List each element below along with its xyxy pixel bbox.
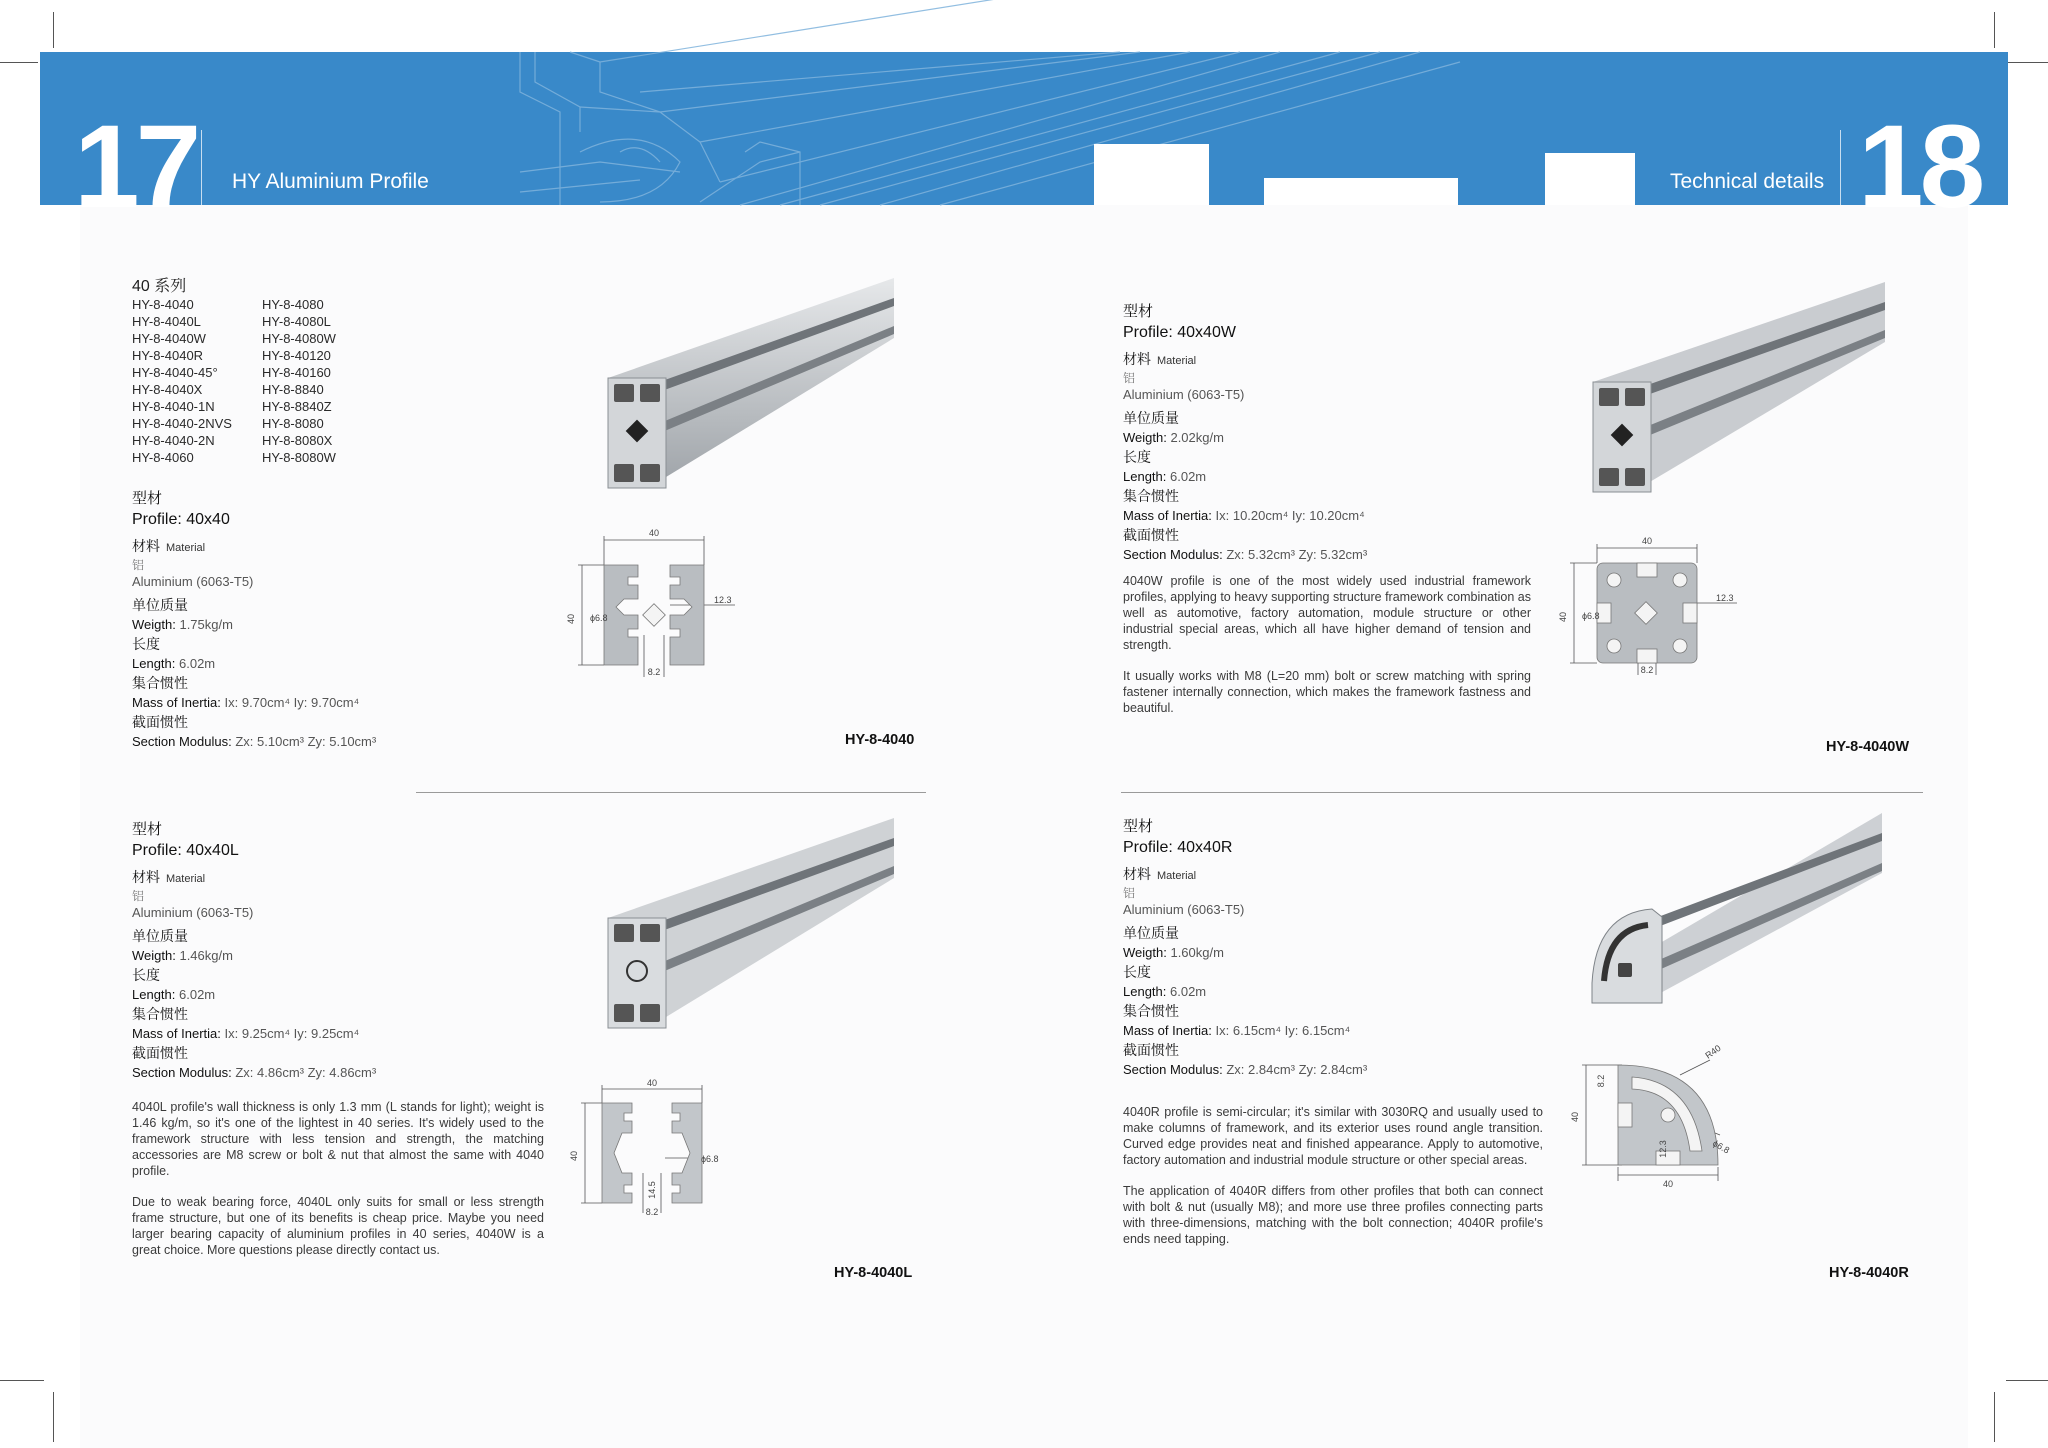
dim-label: 12.3 [1716, 593, 1734, 603]
description-paragraph: 4040L profile's wall thickness is only 1.3 mm (L stands for light); weight is 1.46 kg/m, so it's one of the lightest in 40 series. It's widely used to the framework structure with less tension and strength, the matching accessories are M8 screw or bolt & nut that almost the same with 4040 profile. [132, 1099, 544, 1178]
inertia-label-cn: 集合惯性 [132, 1005, 188, 1022]
model-item: HY-8-8080 [262, 416, 324, 431]
model-item: HY-8-8840Z [262, 399, 332, 414]
inertia-value: Ix: 6.15cm⁴ Iy: 6.15cm⁴ [1215, 1023, 1351, 1038]
series-list-col1 [132, 296, 232, 466]
profile-render-4040R [1582, 813, 1886, 1023]
model-item: HY-8-4080W [262, 331, 336, 346]
model-item: HY-8-4080L [262, 314, 331, 329]
dim-label: 40 [646, 1078, 658, 1088]
modulus-label-cn: 截面惯性 [1123, 526, 1179, 543]
crop-mark [53, 12, 54, 48]
profile-render-4040W [1585, 282, 1885, 502]
model-item: HY-8-4040-2N [132, 433, 215, 448]
series-title: 40 系列 [132, 278, 187, 295]
inertia-label: Mass of Inertia: [132, 1026, 221, 1041]
dim-label: 40 [566, 613, 576, 625]
right-page-number: 18 [1858, 101, 1982, 233]
crop-mark [1994, 1392, 1995, 1442]
crop-mark [0, 62, 38, 63]
weight-label: Weigth: [1123, 430, 1167, 445]
profile-name: Profile: 40x40W [1123, 323, 1236, 341]
product-code-4040R: HY-8-4040R [1829, 1265, 1909, 1281]
section-divider [416, 792, 926, 793]
material-label-cn: 材料 [1123, 350, 1151, 367]
dim-label: 40 [1570, 1111, 1580, 1123]
modulus-value: Zx: 5.32cm³ Zy: 5.32cm³ [1226, 547, 1368, 562]
dim-label: 8.2 [645, 1207, 659, 1217]
model-item: HY-8-4040-1N [132, 399, 215, 414]
inertia-label: Mass of Inertia: [132, 695, 221, 710]
length-label: Length: [132, 656, 176, 671]
dim-label: 40 [648, 528, 660, 538]
crop-mark [1994, 12, 1995, 48]
inertia-label-cn: 集合惯性 [1123, 1002, 1179, 1019]
inertia-label: Mass of Inertia: [1123, 508, 1212, 523]
inertia-value: Ix: 9.25cm⁴ Iy: 9.25cm⁴ [224, 1026, 360, 1041]
right-header-title: Technical details [1670, 170, 1825, 193]
description-paragraph: It usually works with M8 (L=20 mm) bolt or screw matching with spring fastener internally connection, which makes the framework fastness and beautiful. [1123, 668, 1531, 715]
dim-label: ϕ6.8 [1582, 611, 1600, 621]
model-item: HY-8-4080 [262, 297, 324, 312]
model-item: HY-8-4040-2NVS [132, 416, 232, 431]
material-value: Aluminium (6063-T5) [1123, 902, 1245, 917]
description-paragraph: The application of 4040R differs from other profiles that both can connect with bolt & nut (usually M8); and more use three profiles connecting parts with three-dimensions, matching with the bolt connection; 4040R profile's ends need tapping. [1123, 1183, 1543, 1246]
profile-drawing-4040L [565, 1078, 745, 1223]
material-label-cn: 材料 [1123, 865, 1151, 882]
weight-value: 1.46kg/m [179, 948, 233, 963]
dim-label: 8.2 [1640, 665, 1654, 675]
material-label-cn: 材料 [132, 537, 160, 554]
description-paragraph: Due to weak bearing force, 4040L only suits for small or less strength frame structure, but one of its benefits is cheap price. Maybe you need larger bearing capacity of aluminium profiles in 40 series, 4040W is a great choice. More questions please directly contact us. [132, 1194, 544, 1257]
dim-label: R40 [1703, 1042, 1723, 1061]
dim-label: 12.3 [1658, 1140, 1668, 1158]
spec-block-4040 [132, 489, 452, 752]
dim-label: 12.3 [714, 595, 732, 605]
model-item: HY-8-4060 [132, 450, 194, 465]
modulus-label: Section Modulus: [1123, 547, 1223, 562]
description [1123, 1104, 1543, 1247]
material-label-en: Material [1157, 354, 1197, 367]
length-label: Length: [1123, 469, 1167, 484]
inertia-value: Ix: 10.20cm⁴ Iy: 10.20cm⁴ [1215, 508, 1365, 523]
weight-label: Weigth: [132, 948, 176, 963]
weight-label-cn: 单位质量 [1123, 924, 1179, 941]
dim-label: ϕ6.8 [1711, 1138, 1732, 1156]
material-value: Aluminium (6063-T5) [132, 905, 254, 920]
model-item: HY-8-4040L [132, 314, 201, 329]
crop-mark [0, 1380, 44, 1381]
inertia-label-cn: 集合惯性 [132, 674, 188, 691]
description [132, 1099, 544, 1258]
dim-label: 40 [1558, 611, 1568, 623]
modulus-label-cn: 截面惯性 [1123, 1041, 1179, 1058]
profile-label-cn: 型材 [132, 821, 163, 838]
modulus-label-cn: 截面惯性 [132, 713, 188, 730]
left-header-title: HY Aluminium Profile [232, 170, 429, 193]
series-list-col2 [262, 296, 336, 466]
dim-label: 40 [1662, 1179, 1674, 1189]
dim-label: 40 [569, 1150, 579, 1162]
dim-label: 40 [1641, 536, 1653, 546]
modulus-value: Zx: 2.84cm³ Zy: 2.84cm³ [1226, 1062, 1368, 1077]
inertia-label: Mass of Inertia: [1123, 1023, 1212, 1038]
spec-block-4040L [132, 820, 552, 1273]
length-label-cn: 长度 [1123, 963, 1151, 980]
crop-mark [2006, 1380, 2048, 1381]
profile-render-4040 [600, 278, 900, 498]
description-paragraph: 4040R profile is semi-circular; it's similar with 3030RQ and usually used to make columns of framework, and its exterior uses round angle transition. Curved edge provides neat and finished appearance. Apply to automotive, factory automation and industrial module structure or other special areas. [1123, 1104, 1543, 1167]
model-item: HY-8-40120 [262, 348, 331, 363]
inertia-label-cn: 集合惯性 [1123, 487, 1179, 504]
header-divider [201, 130, 202, 205]
modulus-label: Section Modulus: [132, 1065, 232, 1080]
material-sub-cn: 铝 [1123, 371, 1136, 385]
length-label: Length: [132, 987, 176, 1002]
model-item: HY-8-8840 [262, 382, 324, 397]
weight-value: 1.75kg/m [179, 617, 233, 632]
spec-block-4040W [1123, 302, 1543, 731]
modulus-value: Zx: 5.10cm³ Zy: 5.10cm³ [235, 734, 377, 749]
left-page-number: 17 [74, 101, 198, 233]
model-item: HY-8-8080W [262, 450, 336, 465]
section-divider [1121, 792, 1923, 793]
profile-label-cn: 型材 [1123, 303, 1154, 320]
profile-drawing-4040W [1552, 533, 1742, 683]
weight-label-cn: 单位质量 [132, 927, 188, 944]
product-code-4040: HY-8-4040 [845, 732, 915, 748]
spec-block-4040R [1123, 817, 1543, 1262]
length-label: Length: [1123, 984, 1167, 999]
modulus-value: Zx: 4.86cm³ Zy: 4.86cm³ [235, 1065, 377, 1080]
model-item: HY-8-4040 [132, 297, 194, 312]
weight-label-cn: 单位质量 [132, 596, 188, 613]
length-label-cn: 长度 [132, 635, 160, 652]
profile-label-cn: 型材 [132, 490, 163, 507]
modulus-label-cn: 截面惯性 [132, 1044, 188, 1061]
profile-label-cn: 型材 [1123, 818, 1154, 835]
material-sub-cn: 铝 [132, 889, 145, 903]
material-label-en: Material [1157, 869, 1197, 882]
crop-mark [2008, 62, 2048, 63]
header-divider [1840, 130, 1841, 205]
dim-label: 8.2 [1596, 1074, 1606, 1088]
profile-drawing-4040R [1560, 1042, 1732, 1190]
dim-label: 8.2 [647, 667, 661, 677]
model-item: HY-8-40160 [262, 365, 331, 380]
inertia-value: Ix: 9.70cm⁴ Iy: 9.70cm⁴ [224, 695, 360, 710]
model-item: HY-8-4040R [132, 348, 204, 363]
material-label-cn: 材料 [132, 868, 160, 885]
modulus-label: Section Modulus: [1123, 1062, 1223, 1077]
description [1123, 573, 1531, 716]
profile-name: Profile: 40x40R [1123, 838, 1233, 856]
material-value: Aluminium (6063-T5) [132, 574, 254, 589]
product-code-4040W: HY-8-4040W [1826, 739, 1910, 755]
weight-value: 1.60kg/m [1170, 945, 1224, 960]
modulus-label: Section Modulus: [132, 734, 232, 749]
length-value: 6.02m [1170, 984, 1207, 999]
length-label-cn: 长度 [132, 966, 160, 983]
model-item: HY-8-4040-45° [132, 365, 218, 380]
length-value: 6.02m [179, 656, 216, 671]
profile-render-4040L [600, 818, 900, 1038]
material-label-en: Material [166, 872, 206, 885]
description-paragraph: 4040W profile is one of the most widely used industrial framework profiles, applying to heavy supporting structure framework combination as well as automotive, factory automation, module structure or other industrial special areas, which all have higher demand of tension and strength. [1123, 573, 1531, 652]
profile-name: Profile: 40x40 [132, 510, 230, 528]
model-item: HY-8-4040X [132, 382, 203, 397]
weight-label: Weigth: [1123, 945, 1167, 960]
weight-label: Weigth: [132, 617, 176, 632]
dim-label: ϕ6.8 [701, 1154, 719, 1164]
material-sub-cn: 铝 [132, 558, 145, 572]
material-value: Aluminium (6063-T5) [1123, 387, 1245, 402]
profile-drawing-4040 [560, 525, 740, 690]
material-label-en: Material [166, 541, 206, 554]
material-sub-cn: 铝 [1123, 886, 1136, 900]
dim-label: 14.5 [647, 1181, 657, 1199]
length-value: 6.02m [1170, 469, 1207, 484]
length-value: 6.02m [179, 987, 216, 1002]
crop-mark [53, 1392, 54, 1442]
length-label-cn: 长度 [1123, 448, 1151, 465]
model-item: HY-8-8080X [262, 433, 333, 448]
weight-value: 2.02kg/m [1170, 430, 1224, 445]
product-code-4040L: HY-8-4040L [834, 1265, 913, 1281]
weight-label-cn: 单位质量 [1123, 409, 1179, 426]
dim-label: ϕ6.8 [590, 613, 608, 623]
model-item: HY-8-4040W [132, 331, 206, 346]
profile-name: Profile: 40x40L [132, 841, 239, 859]
